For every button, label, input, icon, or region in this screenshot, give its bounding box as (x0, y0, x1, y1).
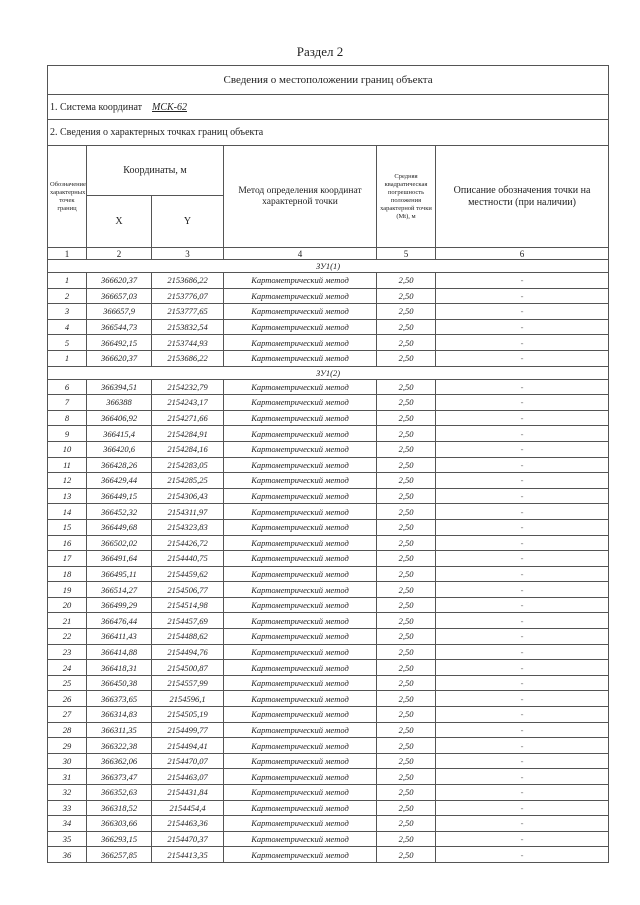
coord-x: 366452,32 (87, 504, 152, 520)
coord-x: 366450,38 (87, 675, 152, 691)
table-row (48, 319, 609, 335)
method: Картометрический метод (224, 847, 377, 863)
group-row (48, 260, 609, 273)
description: - (436, 551, 609, 567)
method: Картометрический метод (224, 644, 377, 660)
coordinate-system (48, 95, 609, 120)
point-number: 4 (48, 319, 87, 335)
table-row (48, 691, 609, 707)
description: - (436, 304, 609, 320)
point-number: 25 (48, 675, 87, 691)
error-value: 2,50 (377, 785, 436, 801)
point-number: 22 (48, 629, 87, 645)
table-row (48, 426, 609, 442)
error-value: 2,50 (377, 519, 436, 535)
header-coords: Координаты, м (87, 146, 224, 196)
description: - (436, 785, 609, 801)
coord-y: 2153744,93 (152, 335, 224, 351)
method: Картометрический метод (224, 288, 377, 304)
point-number: 31 (48, 769, 87, 785)
method: Картометрический метод (224, 738, 377, 754)
system-label: 1. Система координат (50, 101, 143, 113)
error-value: 2,50 (377, 816, 436, 832)
coord-y: 2154323,83 (152, 519, 224, 535)
coord-x: 366492,15 (87, 335, 152, 351)
header-y: Y (152, 196, 224, 248)
point-number: 16 (48, 535, 87, 551)
coord-y: 2154499,77 (152, 722, 224, 738)
method: Картометрический метод (224, 441, 377, 457)
coord-x: 366495,11 (87, 566, 152, 582)
table-row (48, 504, 609, 520)
error-value: 2,50 (377, 457, 436, 473)
table-row (48, 582, 609, 598)
method: Картометрический метод (224, 304, 377, 320)
description: - (436, 582, 609, 598)
coord-x: 366449,15 (87, 488, 152, 504)
error-value: 2,50 (377, 304, 436, 320)
method: Картометрический метод (224, 519, 377, 535)
table-row (48, 707, 609, 723)
error-value: 2,50 (377, 831, 436, 847)
coord-y: 2154232,79 (152, 379, 224, 395)
error-value: 2,50 (377, 410, 436, 426)
error-value: 2,50 (377, 395, 436, 411)
point-number: 26 (48, 691, 87, 707)
point-number: 5 (48, 335, 87, 351)
point-number: 20 (48, 597, 87, 613)
error-value: 2,50 (377, 847, 436, 863)
description: - (436, 691, 609, 707)
point-number: 12 (48, 473, 87, 489)
point-number: 17 (48, 551, 87, 567)
group-row (48, 366, 609, 379)
coord-y: 2153686,22 (152, 273, 224, 289)
point-number: 14 (48, 504, 87, 520)
description: - (436, 457, 609, 473)
coord-x: 366514,27 (87, 582, 152, 598)
main-header: Сведения о местоположении границ объекта (48, 66, 609, 95)
point-number: 36 (48, 847, 87, 863)
description: - (436, 753, 609, 769)
coord-x: 366411,43 (87, 629, 152, 645)
point-number: 2 (48, 288, 87, 304)
error-value: 2,50 (377, 535, 436, 551)
description: - (436, 395, 609, 411)
table-row (48, 769, 609, 785)
point-number: 29 (48, 738, 87, 754)
error-value: 2,50 (377, 753, 436, 769)
description: - (436, 660, 609, 676)
description: - (436, 847, 609, 863)
coord-x: 366491,64 (87, 551, 152, 567)
coord-y: 2154500,87 (152, 660, 224, 676)
point-number: 30 (48, 753, 87, 769)
table-row (48, 675, 609, 691)
coord-x: 366322,38 (87, 738, 152, 754)
method: Картометрический метод (224, 691, 377, 707)
column-header-row (48, 146, 609, 196)
point-number: 28 (48, 722, 87, 738)
coord-x: 366499,29 (87, 597, 152, 613)
method: Картометрический метод (224, 613, 377, 629)
coord-y: 2154470,37 (152, 831, 224, 847)
method: Картометрический метод (224, 473, 377, 489)
error-value: 2,50 (377, 800, 436, 816)
description: - (436, 319, 609, 335)
coord-y: 2154431,84 (152, 785, 224, 801)
method: Картометрический метод (224, 379, 377, 395)
error-value: 2,50 (377, 350, 436, 366)
table-row (48, 738, 609, 754)
description: - (436, 707, 609, 723)
error-value: 2,50 (377, 379, 436, 395)
description: - (436, 831, 609, 847)
coord-y: 2154457,69 (152, 613, 224, 629)
description: - (436, 410, 609, 426)
description: - (436, 566, 609, 582)
error-value: 2,50 (377, 597, 436, 613)
coord-x: 366373,65 (87, 691, 152, 707)
table-row (48, 722, 609, 738)
error-value: 2,50 (377, 613, 436, 629)
description: - (436, 473, 609, 489)
description: - (436, 769, 609, 785)
method: Картометрический метод (224, 722, 377, 738)
table-row (48, 800, 609, 816)
method: Картометрический метод (224, 395, 377, 411)
method: Картометрический метод (224, 675, 377, 691)
method: Картометрический метод (224, 582, 377, 598)
col-number: 2 (87, 248, 152, 260)
method: Картометрический метод (224, 816, 377, 832)
coord-x: 366314,83 (87, 707, 152, 723)
coord-y: 2154505,19 (152, 707, 224, 723)
description: - (436, 335, 609, 351)
header-method: Метод определения координат характерной точки (224, 146, 377, 248)
description: - (436, 350, 609, 366)
point-number: 8 (48, 410, 87, 426)
error-value: 2,50 (377, 769, 436, 785)
coord-x: 366406,92 (87, 410, 152, 426)
point-number: 3 (48, 304, 87, 320)
method: Картометрический метод (224, 753, 377, 769)
coord-x: 366394,51 (87, 379, 152, 395)
description: - (436, 273, 609, 289)
table-row (48, 535, 609, 551)
point-number: 21 (48, 613, 87, 629)
point-number: 1 (48, 350, 87, 366)
coord-x: 366352,63 (87, 785, 152, 801)
table-row (48, 288, 609, 304)
coord-x: 366502,02 (87, 535, 152, 551)
method: Картометрический метод (224, 535, 377, 551)
coord-y: 2154463,07 (152, 769, 224, 785)
table-row (48, 785, 609, 801)
coord-x: 366257,85 (87, 847, 152, 863)
coord-x: 366311,35 (87, 722, 152, 738)
method: Картометрический метод (224, 457, 377, 473)
coord-x: 366429,44 (87, 473, 152, 489)
table-row (48, 831, 609, 847)
table-row (48, 660, 609, 676)
table-row (48, 273, 609, 289)
coord-y: 2154306,43 (152, 488, 224, 504)
method: Картометрический метод (224, 660, 377, 676)
table-row (48, 457, 609, 473)
description: - (436, 722, 609, 738)
system-value: МСК-62 (152, 101, 188, 113)
coord-y: 2154506,77 (152, 582, 224, 598)
coord-y: 2153776,07 (152, 288, 224, 304)
table-row (48, 395, 609, 411)
method: Картометрический метод (224, 785, 377, 801)
point-number: 13 (48, 488, 87, 504)
coord-x: 366373,47 (87, 769, 152, 785)
description: - (436, 629, 609, 645)
coord-y: 2154454,4 (152, 800, 224, 816)
table-row (48, 597, 609, 613)
table-row (48, 566, 609, 582)
error-value: 2,50 (377, 319, 436, 335)
coordinate-system-row (48, 95, 609, 120)
point-number: 1 (48, 273, 87, 289)
table-row (48, 441, 609, 457)
point-number: 19 (48, 582, 87, 598)
method: Картометрический метод (224, 488, 377, 504)
table-row (48, 629, 609, 645)
description: - (436, 800, 609, 816)
coord-x: 366415,4 (87, 426, 152, 442)
error-value: 2,50 (377, 288, 436, 304)
description: - (436, 504, 609, 520)
column-number-row (48, 248, 609, 260)
method: Картометрический метод (224, 597, 377, 613)
error-value: 2,50 (377, 473, 436, 489)
header-description: Описание обозначения точки на местности (при наличии) (436, 146, 609, 248)
boundary-points-table (47, 65, 609, 863)
coord-x: 366303,66 (87, 816, 152, 832)
point-number: 23 (48, 644, 87, 660)
point-number: 27 (48, 707, 87, 723)
coord-x: 366449,68 (87, 519, 152, 535)
coord-y: 2154459,62 (152, 566, 224, 582)
table-row (48, 613, 609, 629)
description: - (436, 426, 609, 442)
table-row (48, 816, 609, 832)
point-number: 15 (48, 519, 87, 535)
point-number: 32 (48, 785, 87, 801)
method: Картометрический метод (224, 273, 377, 289)
coord-x: 366318,52 (87, 800, 152, 816)
coord-y: 2154311,97 (152, 504, 224, 520)
coord-y: 2154243,17 (152, 395, 224, 411)
description: - (436, 613, 609, 629)
point-number: 34 (48, 816, 87, 832)
error-value: 2,50 (377, 582, 436, 598)
points-label: 2. Сведения о характерных точках границ объекта (48, 120, 609, 146)
point-number: 9 (48, 426, 87, 442)
point-number: 11 (48, 457, 87, 473)
error-value: 2,50 (377, 551, 436, 567)
main-header-row (48, 66, 609, 95)
method: Картометрический метод (224, 769, 377, 785)
point-number: 33 (48, 800, 87, 816)
coord-y: 2154271,66 (152, 410, 224, 426)
coord-y: 2154470,07 (152, 753, 224, 769)
point-number: 24 (48, 660, 87, 676)
description: - (436, 738, 609, 754)
table-row (48, 350, 609, 366)
method: Картометрический метод (224, 426, 377, 442)
coord-x: 366476,44 (87, 613, 152, 629)
table-row (48, 519, 609, 535)
point-number: 10 (48, 441, 87, 457)
table-row (48, 473, 609, 489)
coord-y: 2154557,99 (152, 675, 224, 691)
description: - (436, 675, 609, 691)
header-point: Обозначение характерных точек границ (48, 146, 87, 248)
description: - (436, 597, 609, 613)
method: Картометрический метод (224, 707, 377, 723)
point-number: 35 (48, 831, 87, 847)
col-number: 1 (48, 248, 87, 260)
table-row (48, 644, 609, 660)
coord-y: 2154283,05 (152, 457, 224, 473)
error-value: 2,50 (377, 335, 436, 351)
error-value: 2,50 (377, 675, 436, 691)
description: - (436, 379, 609, 395)
coord-y: 2154413,35 (152, 847, 224, 863)
table-row (48, 335, 609, 351)
description: - (436, 519, 609, 535)
method: Картометрический метод (224, 319, 377, 335)
error-value: 2,50 (377, 629, 436, 645)
coord-x: 366657,9 (87, 304, 152, 320)
error-value: 2,50 (377, 488, 436, 504)
coord-x: 366420,6 (87, 441, 152, 457)
table-row (48, 551, 609, 567)
coord-y: 2154494,76 (152, 644, 224, 660)
group-title: ЗУ1(2) (48, 366, 609, 379)
method: Картометрический метод (224, 504, 377, 520)
description: - (436, 288, 609, 304)
coord-y: 2154285,25 (152, 473, 224, 489)
error-value: 2,50 (377, 441, 436, 457)
table-row (48, 410, 609, 426)
method: Картометрический метод (224, 551, 377, 567)
coord-x: 366620,37 (87, 273, 152, 289)
coord-y: 2154463,36 (152, 816, 224, 832)
coord-y: 2154426,72 (152, 535, 224, 551)
error-value: 2,50 (377, 504, 436, 520)
error-value: 2,50 (377, 426, 436, 442)
description: - (436, 644, 609, 660)
method: Картометрический метод (224, 629, 377, 645)
method: Картометрический метод (224, 410, 377, 426)
header-x: X (87, 196, 152, 248)
coord-x: 366362,06 (87, 753, 152, 769)
coord-x: 366293,15 (87, 831, 152, 847)
description: - (436, 441, 609, 457)
coord-y: 2154494,41 (152, 738, 224, 754)
coord-y: 2154284,16 (152, 441, 224, 457)
description: - (436, 535, 609, 551)
coord-y: 2154440,75 (152, 551, 224, 567)
table-row (48, 488, 609, 504)
error-value: 2,50 (377, 660, 436, 676)
coord-x: 366414,88 (87, 644, 152, 660)
col-number: 3 (152, 248, 224, 260)
coord-x: 366544,73 (87, 319, 152, 335)
method: Картометрический метод (224, 566, 377, 582)
point-number: 7 (48, 395, 87, 411)
coord-x: 366657,03 (87, 288, 152, 304)
coord-x: 366418,31 (87, 660, 152, 676)
group-title: ЗУ1(1) (48, 260, 609, 273)
col-number: 4 (224, 248, 377, 260)
section-title: Раздел 2 (296, 44, 344, 59)
coord-x: 366620,37 (87, 350, 152, 366)
description: - (436, 488, 609, 504)
point-number: 18 (48, 566, 87, 582)
error-value: 2,50 (377, 738, 436, 754)
error-value: 2,50 (377, 644, 436, 660)
coord-x: 366388 (87, 395, 152, 411)
coord-y: 2153686,22 (152, 350, 224, 366)
coord-y: 2154514,98 (152, 597, 224, 613)
method: Картометрический метод (224, 800, 377, 816)
method: Картометрический метод (224, 831, 377, 847)
coord-y: 2154596,1 (152, 691, 224, 707)
col-number: 5 (377, 248, 436, 260)
points-label-row (48, 120, 609, 146)
table-row (48, 379, 609, 395)
coord-y: 2154284,91 (152, 426, 224, 442)
error-value: 2,50 (377, 691, 436, 707)
header-error: Средняя квадратическая погрешность положения характерной точки (Mt), м (377, 146, 436, 248)
coord-y: 2154488,62 (152, 629, 224, 645)
error-value: 2,50 (377, 722, 436, 738)
point-number: 6 (48, 379, 87, 395)
coord-y: 2153832,54 (152, 319, 224, 335)
table-row (48, 753, 609, 769)
table-row (48, 847, 609, 863)
method: Картометрический метод (224, 335, 377, 351)
coord-y: 2153777,65 (152, 304, 224, 320)
description: - (436, 816, 609, 832)
error-value: 2,50 (377, 707, 436, 723)
table-row (48, 304, 609, 320)
error-value: 2,50 (377, 273, 436, 289)
method: Картометрический метод (224, 350, 377, 366)
error-value: 2,50 (377, 566, 436, 582)
coord-x: 366428,26 (87, 457, 152, 473)
col-number: 6 (436, 248, 609, 260)
